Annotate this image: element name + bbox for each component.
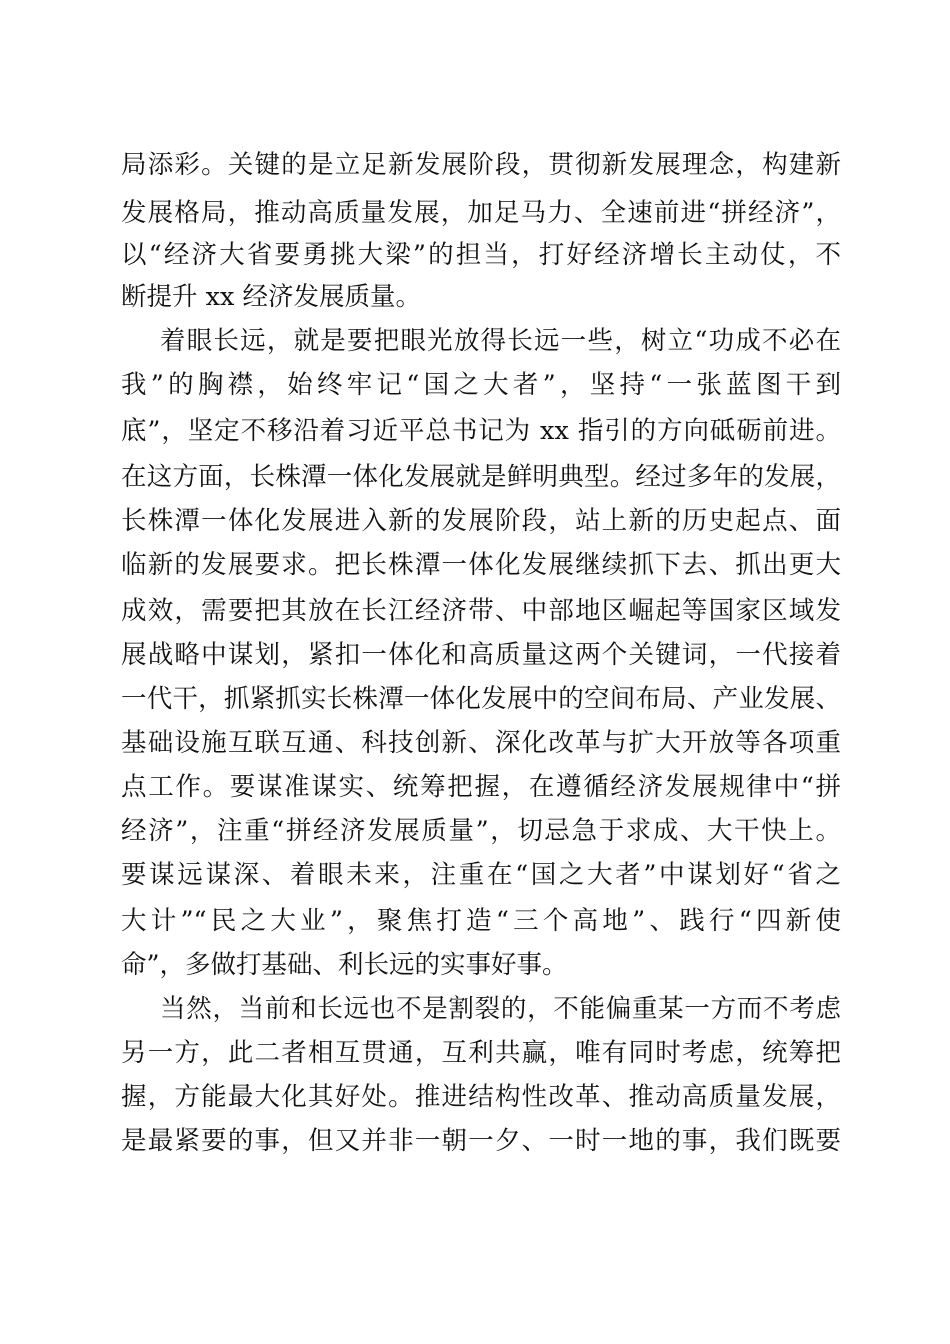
text-line: 基础设施互联互通、科技创新、深化改革与扩大开放等各项重 xyxy=(121,728,841,758)
text-line: 当然，当前和长远也不是割裂的，不能偏重某一方而不考虑 xyxy=(160,994,841,1024)
text-line: 命”，多做打基础、利长远的实事好事。 xyxy=(121,950,568,980)
text-line: 握，方能最大化其好处。推进结构性改革、推动高质量发展， xyxy=(121,1082,841,1112)
text-line: 另一方，此二者相互贯通，互利共赢，唯有同时考虑，统筹把 xyxy=(121,1038,841,1068)
text-line: 着眼长远，就是要把眼光放得长远一些，树立“功成不必在 xyxy=(160,326,841,356)
text-line: 成效，需要把其放在长江经济带、中部地区崛起等国家区域发 xyxy=(121,596,841,626)
text-line: 要谋远谋深、着眼未来，注重在“国之大者”中谋划好“省之 xyxy=(121,860,841,890)
text-line: 一代干，抓紧抓实长株潭一体化发展中的空间布局、产业发展、 xyxy=(121,684,841,714)
text-line: 以“经济大省要勇挑大梁”的担当，打好经济增长主动仗，不 xyxy=(121,240,841,270)
text-line: 大计”“民之大业”，聚焦打造“三个高地”、践行“四新使 xyxy=(121,906,841,936)
text-line: 局添彩。关键的是立足新发展阶段，贯彻新发展理念，构建新 xyxy=(121,150,841,180)
text-line: 在这方面，长株潭一体化发展就是鲜明典型。经过多年的发展， xyxy=(121,462,841,492)
text-line: 临新的发展要求。把长株潭一体化发展继续抓下去、抓出更大 xyxy=(121,550,841,580)
text-line: 是最紧要的事，但又并非一朝一夕、一时一地的事，我们既要 xyxy=(121,1126,841,1156)
text-line: 发展格局，推动高质量发展，加足马力、全速前进“拼经济”， xyxy=(121,198,841,228)
text-line: 长株潭一体化发展进入新的发展阶段，站上新的历史起点、面 xyxy=(121,506,841,536)
text-line: 点工作。要谋准谋实、统筹把握，在遵循经济发展规律中“拼 xyxy=(121,772,841,802)
text-line: 断提升 xx 经济发展质量。 xyxy=(121,282,421,312)
text-line: 展战略中谋划，紧扣一体化和高质量这两个关键词，一代接着 xyxy=(121,640,841,670)
text-line: 底”，坚定不移沿着习近平总书记为 xx 指引的方向砥砺前进。 xyxy=(121,416,841,446)
text-line: 我”的胸襟，始终牢记“国之大者”，坚持“一张蓝图干到 xyxy=(121,370,841,400)
text-line: 经济”，注重“拼经济发展质量”，切忌急于求成、大干快上。 xyxy=(121,816,841,846)
